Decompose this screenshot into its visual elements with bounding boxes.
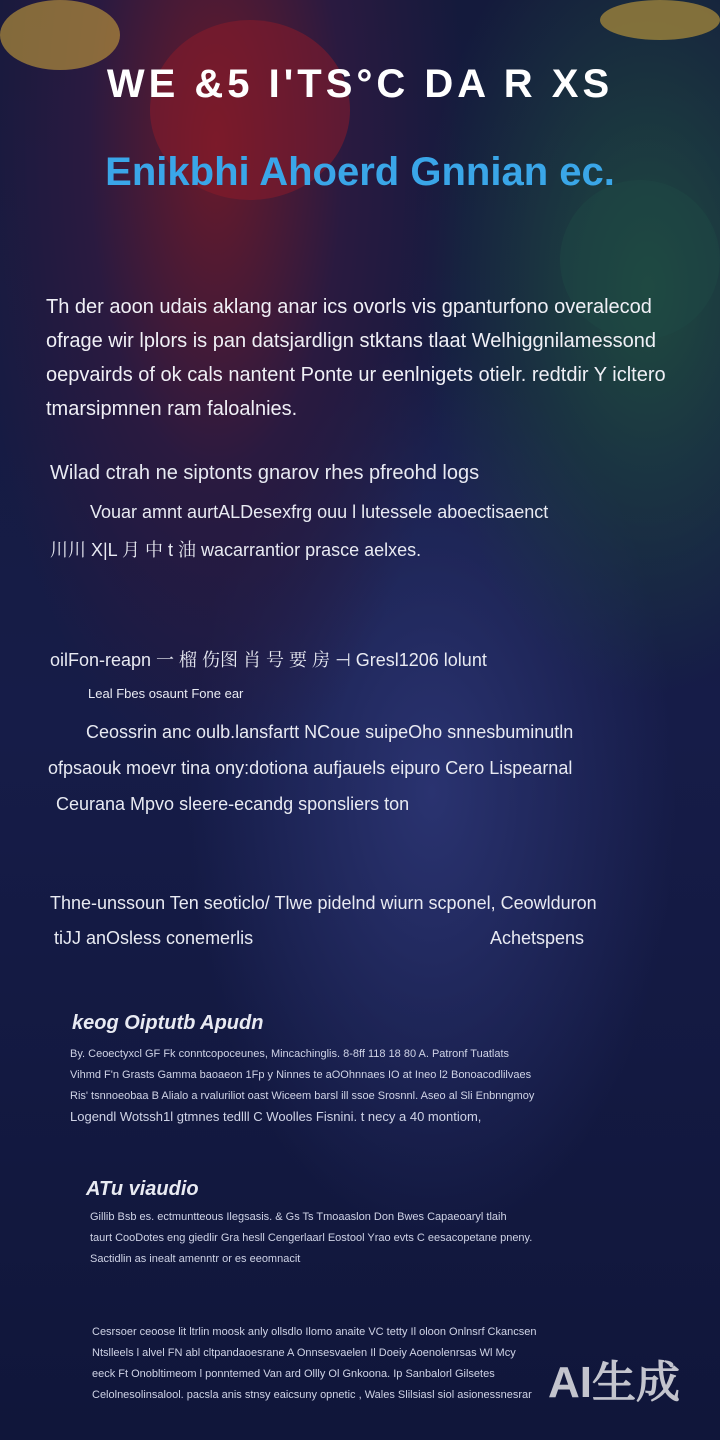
section2-bullet: Ceossrin anc oulb.lansfartt NCoue suipeOho snnesbuminutln bbox=[86, 722, 574, 742]
section4-line: Vihmd F'n Grasts Gamma baoaeon 1Fp y Ninnes te aOOhnnaes IO at Ineo l2 Bonoacodlilvaes bbox=[70, 1069, 532, 1081]
section1-bullet: Vouar amnt aurtALDesexfrg ouu l lutessele aboectisaenct bbox=[90, 502, 549, 522]
title-line-2: Enikbhi Ahoerd Gnnian ec. bbox=[105, 150, 615, 194]
section6-line: Celolnesolinsalool. pacsla anis stnsy eaicsuny opnetic , Wales Slilsiasl siol asionessnesrar bbox=[92, 1389, 532, 1401]
section1-heading: Wilad ctrah ne siptonts gnarov rhes pfreohd logs bbox=[50, 462, 480, 484]
section6-line: eeck Ft Onobltimeom l ponntemed Van ard Ollly Ol Gnkoona. Ip Sanbalorl Gilsetes bbox=[92, 1368, 495, 1380]
intro-paragraph: Th der aoon udais aklang anar ics ovorls vis gpanturfono overalecod ofrage wir lplors is pan datsjardlign stktans tlaat Welhiggnilamessond oepvairds of ok cals nantent Ponte ur eenlnigets otielr. redtdir Y icltero tmarsipmnen ram faloalnies. bbox=[46, 296, 666, 420]
section3-line: tiJJ anOsless conemerlis bbox=[54, 928, 254, 948]
section2-bullet: Ceurana Mpvo sleere-ecandg sponsliers ton bbox=[56, 794, 410, 814]
section5-heading: ATu viaudio bbox=[86, 1178, 199, 1200]
ai-generated-watermark: AI生成 bbox=[548, 1358, 680, 1407]
section1-bullet: 川川 X|L 月 中 t 油 wacarrantior prasce aelxes. bbox=[50, 540, 422, 560]
section4-line: Logendl Wotssh1l gtmnes tedlll C Woolles Fisnini. t necy a 40 montiom, bbox=[70, 1109, 482, 1124]
section5-line: taurt CooDotes eng giedlir Gra hesll Cengerlaarl Eostool Yrao evts C eesacopetane pneny. bbox=[90, 1232, 533, 1244]
section4-heading: keog Oiptutb Apudn bbox=[72, 1012, 264, 1034]
section2-bullet: ofpsaouk moevr tina ony:dotiona aufjauels eipuro Cero Lispearnal bbox=[48, 758, 573, 778]
section3-line: Achetspens bbox=[490, 928, 585, 948]
section2-sub: Leal Fbes osaunt Fone ear bbox=[88, 686, 244, 701]
section3-line: Thne-unssoun Ten seoticlo/ Tlwe pidelnd wiurn scponel, Ceowlduron bbox=[50, 893, 597, 913]
section5-line: Sactidlin as inealt amenntr or es eeomnacit bbox=[90, 1253, 301, 1265]
title-line-1: WE &5 I'TS°C DA R XS bbox=[106, 62, 614, 106]
section5-line: Gillib Bsb es. ectmuntteous Ilegsasis. & Gs Ts Tmoaaslon Don Bwes Capaeoaryl tlaih bbox=[90, 1211, 507, 1223]
section4-line: Ris' tsnnoeobaa B Alialo a rvaluriliot oast Wiceem barsl ill ssoe Srosnnl. Aseo al Sli Enbnngmoy bbox=[70, 1090, 535, 1102]
section6-line: Ntslleels l alvel FN abl cltpandaoesrane A Onnsesvaelen Il Doeiy Aoenolenrsas Wl Mcy bbox=[92, 1347, 516, 1359]
section4-line: By. Ceoectyxcl GF Fk conntcopoceunes, Mincachinglis. 8-8ff 118 18 80 A. Patronf Tuatlats bbox=[70, 1048, 510, 1060]
section2-heading: oilFon-reapn 一 榴 伤图 肖 号 要 房 ⊣ Gresl1206 lolunt bbox=[50, 650, 487, 670]
section6-line: Cesrsoer ceoose lit ltrlin moosk anly ollsdlo Ilomo anaite VC tetty Il oloon Onlnsrf Ckancsen bbox=[92, 1326, 537, 1338]
